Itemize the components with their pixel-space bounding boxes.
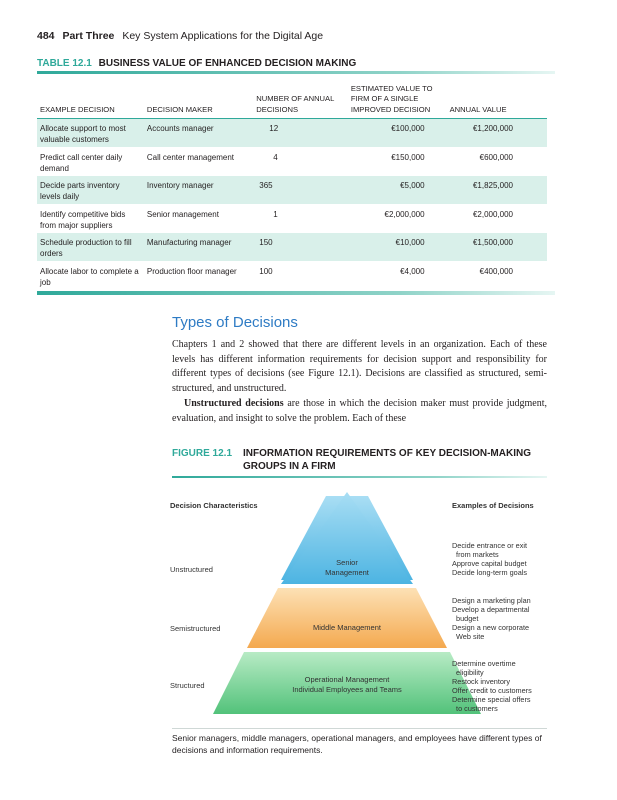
cell-maker: Senior management — [146, 210, 219, 219]
cell-number: 100 — [259, 267, 273, 276]
cell-number: 12 — [253, 119, 348, 148]
example-item: to customers — [452, 704, 498, 713]
cell-annual: €600,000 — [479, 153, 513, 162]
cell-number: 4 — [273, 153, 278, 162]
example-item: Design a marketing plan — [452, 596, 531, 605]
example-item: Determine special offers — [452, 695, 531, 704]
example-item: Restock inventory — [452, 677, 510, 686]
cell-decision: Predict call center daily demand — [40, 153, 123, 173]
cell-number: 150 — [253, 233, 348, 262]
table-row — [37, 205, 547, 234]
figure-title: INFORMATION REQUIREMENTS OF KEY DECISION-MAKING GROUPS IN A FIRM — [243, 448, 531, 472]
cell-maker: Call center management — [146, 153, 235, 162]
cell-number: 1 — [273, 210, 278, 219]
figure-description: Senior managers, middle managers, operational managers, and employees have different types of decisions and information requirements. — [172, 733, 542, 755]
col-header-maker: DECISION MAKER — [144, 79, 253, 119]
left-heading: Decision Characteristics — [170, 501, 258, 510]
characteristic-structured: Structured — [170, 681, 205, 690]
paragraph-1: Chapters 1 and 2 showed that there are different levels in an organization. Each of these levels has different information requirements for decision support and responsibility for different types of decisions (see Figure 12.1). Decisions are classified as structured, semi-structured, and unstructured. — [172, 339, 547, 395]
cell-value: €150,000 — [391, 153, 425, 162]
decision-pyramid-diagram — [164, 488, 556, 724]
example-item: Offer credit to customers — [452, 686, 532, 695]
page-number: 484 — [37, 30, 55, 42]
example-item: Decide long-term goals — [452, 568, 528, 577]
table-label: TABLE 12.1 — [37, 58, 92, 69]
table-row — [37, 176, 547, 205]
examples-senior — [452, 541, 527, 577]
cell-number: 365 — [253, 176, 348, 205]
running-header — [37, 30, 323, 42]
cell-annual: €1,200,000 — [447, 119, 547, 148]
cell-annual: €2,000,000 — [472, 210, 513, 219]
table-title: BUSINESS VALUE OF ENHANCED DECISION MAKING — [98, 58, 357, 69]
example-item: from markets — [452, 550, 499, 559]
examples-middle — [452, 596, 531, 641]
example-item: Design a new corporate — [452, 623, 530, 632]
cell-decision: Decide parts inventory levels daily — [37, 176, 144, 205]
col-header-annual: ANNUAL VALUE — [447, 79, 547, 119]
col-header-value: ESTIMATED VALUE TO FIRM OF A SINGLE IMPROVED DECISION — [348, 79, 447, 119]
cell-value: €10,000 — [348, 233, 447, 262]
pyramid-tier-middle — [247, 588, 447, 648]
example-item: Web site — [452, 632, 485, 641]
right-heading: Examples of Decisions — [452, 501, 534, 510]
cell-annual: €400,000 — [479, 267, 513, 276]
table-row — [37, 119, 547, 148]
example-item: Decide entrance or exit — [452, 541, 528, 550]
section-heading: Types of Decisions — [172, 314, 298, 331]
col-header-number: NUMBER OF ANNUAL DECISIONS — [253, 79, 348, 119]
paragraph-2 — [172, 397, 547, 426]
cell-value: €2,000,000 — [384, 210, 425, 219]
key-term: Unstructured decisions — [184, 397, 284, 409]
cell-decision: Schedule production to fill orders — [37, 233, 144, 262]
characteristic-unstructured: Unstructured — [170, 565, 213, 574]
tier-label-operational-2: Individual Employees and Teams — [292, 685, 402, 694]
example-item: eligibility — [452, 668, 484, 677]
table-row — [37, 148, 547, 177]
figure-rule — [172, 476, 547, 478]
cell-decision: Identify competitive bids from major suppliers — [40, 210, 126, 230]
decision-value-table — [37, 79, 547, 290]
example-item: Approve capital budget — [452, 559, 527, 568]
characteristic-semistructured: Semistructured — [170, 624, 221, 633]
cell-annual: €1,500,000 — [447, 233, 547, 262]
figure-label: FIGURE 12.1 — [172, 448, 233, 459]
cell-decision: Allocate support to most valuable customers — [37, 119, 144, 148]
tier-label-middle: Middle Management — [313, 623, 381, 632]
example-item: Develop a departmental — [452, 605, 530, 614]
examples-operational — [452, 659, 532, 713]
figure-bottom-rule — [172, 728, 547, 729]
paragraph-2-text: are those in which the decision maker must provide judgment, evaluation, and insight to solve the problem. Each of these — [172, 397, 547, 424]
tier-label-senior-1: Senior — [336, 558, 358, 567]
table-top-rule — [37, 71, 555, 74]
section-body — [172, 338, 547, 426]
table-caption — [37, 58, 356, 69]
example-item: budget — [452, 614, 479, 623]
cell-value: €5,000 — [348, 176, 447, 205]
tier-label-senior-2: Management — [325, 568, 369, 577]
cell-decision: Allocate labor to complete a job — [40, 267, 139, 287]
cell-maker: Manufacturing manager — [144, 233, 253, 262]
table-row — [37, 233, 547, 262]
example-item: Determine overtime — [452, 659, 516, 668]
table-row — [37, 262, 547, 291]
tier-label-operational-1: Operational Management — [304, 675, 390, 684]
cell-maker: Accounts manager — [144, 119, 253, 148]
cell-annual: €1,825,000 — [447, 176, 547, 205]
col-header-decision: EXAMPLE DECISION — [37, 79, 144, 119]
cell-maker: Inventory manager — [144, 176, 253, 205]
cell-value: €4,000 — [400, 267, 425, 276]
table-header-row — [37, 79, 547, 119]
part-title: Key System Applications for the Digital Age — [122, 30, 324, 42]
part-label: Part Three — [62, 30, 115, 42]
cell-maker: Production floor manager — [146, 267, 237, 276]
table-bottom-rule — [37, 291, 555, 295]
cell-value: €100,000 — [348, 119, 447, 148]
